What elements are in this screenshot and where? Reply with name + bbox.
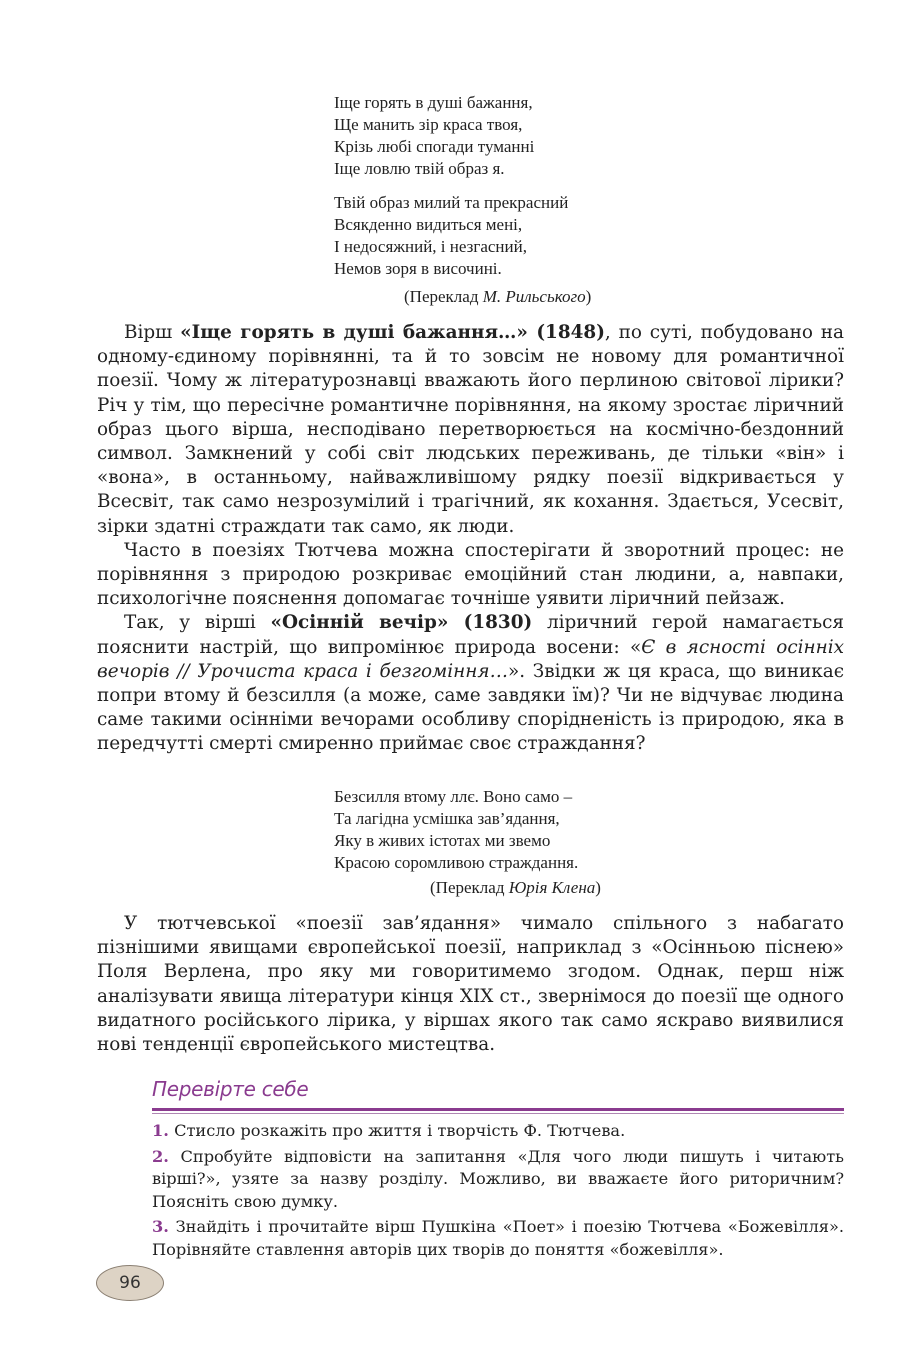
body-text-block-1 <box>97 321 844 757</box>
paragraph: Часто в поезіях Тютчева можна спостерігати й зворотний процес: не порівняння з природою розкриває емоційний стан людини, а, навпаки, психологічне пояснення допомагає точніше уявити ліричний пейзаж. <box>97 539 844 610</box>
translation-credit-rylsky: (Переклад М. Рильського) <box>404 287 592 306</box>
poem-line: Красою соромливою страждання. <box>334 853 579 872</box>
review-questions <box>152 1120 844 1264</box>
poem-line: Та лагідна усмішка зав’ядання, <box>334 809 560 828</box>
poem-line: Всякденно видиться мені, <box>334 215 523 234</box>
body-text-block-2 <box>97 912 844 1057</box>
poem-translation-rylsky <box>334 92 568 280</box>
question-item: 2. Спробуйте відповісти на запитання «Для чого люди пишуть і читають вірші?», узяте за назву розділу. Можливо, ви вважаєте його риторичним? Поясніть свою думку. <box>152 1146 844 1211</box>
poem-line: Іще ловлю твій образ я. <box>334 159 505 178</box>
section-divider <box>152 1108 844 1111</box>
paragraph: Вірш «Іще горять в душі бажання…» (1848), по суті, побудовано на одному-єдиному порівнянні, та й то зовсім не новому для романтичної поезії. Чому ж літературознавці вважають його перлиною світової лірики? Річ у тім, що пересічне романтичне порівняння, на якому зростає ліричний образ цього вірша, несподівано перетворюється на космічно-бездонний символ. Замкнений у собі світ людських переживань, де тільки «він» і «вона», в останньому, найважливішому рядку поезії відкривається у Всесвіт, так само незрозумілий і трагічний, як кохання. Здається, Усесвіт, зірки здатні страждати так само, як люди. <box>97 322 844 537</box>
section-divider-thin <box>152 1113 844 1114</box>
poem-line: Твій образ милий та прекрасний <box>334 193 569 212</box>
poem-translation-klen <box>334 786 578 874</box>
poem-line: Іще горять в душі бажання, <box>334 93 533 112</box>
paragraph: У тютчевської «поезії зав’ядання» чимало спільного з набагато пізнішими явищами європейської поезії, наприклад з «Осінньою піснею» Поля Верлена, про яку ми говоритимемо згодом. Однак, перш ніж аналізувати явища літератури кінця XIX ст., звернімося до поезії ще одного видатного російського лірика, у віршах якого так само яскраво виявилися нові тенденції європейського мистецтва. <box>97 913 844 1056</box>
poem-line: Безсилля втому ллє. Воно само – <box>334 787 573 806</box>
page-number-badge <box>96 1265 164 1301</box>
section-title: Перевірте себе <box>152 1077 309 1101</box>
poem-line: І недосяжний, і незгасний, <box>334 237 527 256</box>
page-number: 96 <box>119 1273 141 1293</box>
question-item: 1. Стисло розкажіть про життя і творчість Ф. Тютчева. <box>152 1121 626 1140</box>
poem-line: Яку в живих істотах ми звемо <box>334 831 551 850</box>
paragraph: Так, у вірші «Осінній вечір» (1830) ліричний герой намагається пояснити настрій, що випромінює природа восени: «Є в ясності осінніх вечорів // Урочиста краса і безгоміння…». Звідки ж ця краса, що виникає попри втому й безсилля (а може, саме завдяки їм)? Чи не відчуває людина саме такими осінніми вечорами особливу спорідненість із природою, яка в передчутті смерті смиренно приймає своє страждання? <box>97 612 845 755</box>
poem-line: Немов зоря в височині. <box>334 259 502 278</box>
poem-line: Ще манить зір краса твоя, <box>334 115 523 134</box>
question-item: 3. Знайдіть і прочитайте вірш Пушкіна «Поет» і поезію Тютчева «Божевілля». Порівняйте ставлення авторів цих творів до поняття «божевілля». <box>152 1217 844 1259</box>
translation-credit-klen: (Переклад Юрія Клена) <box>430 878 601 897</box>
poem-line: Крізь любі спогади туманні <box>334 137 535 156</box>
